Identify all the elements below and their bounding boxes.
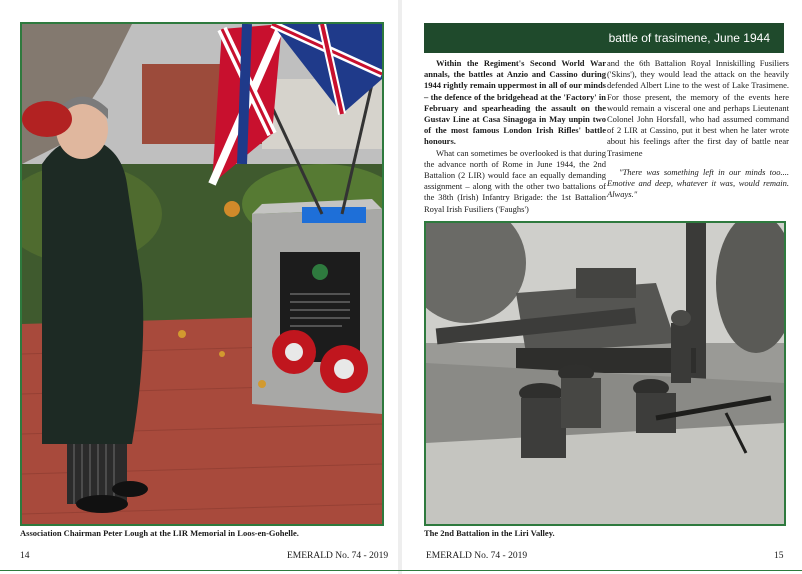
battalion-photo-illustration bbox=[426, 223, 784, 524]
battalion-photo bbox=[424, 221, 786, 526]
page-number: 15 bbox=[774, 551, 784, 561]
photo-caption: The 2nd Battalion in the Liri Valley. bbox=[424, 528, 555, 538]
publication-footer: EMERALD No. 74 - 2019 bbox=[287, 551, 389, 561]
photo-caption: Association Chairman Peter Lough at the LIR Memorial in Loos-en-Gohelle. bbox=[20, 528, 299, 538]
body-paragraph: and the 6th Battalion Royal Inniskilling Fusiliers ('Skins'), they would lead the attack on the heavily defended Albert Line to the west of Lake Trasimene. For those present, the memory of the events here would remain a visceral one and perhaps Lieutenant Colonel John Horsfall, who had assumed command of 2 LIR at Cassino, put it best when he later wrote about his feelings after the first day of battle near Trasimene bbox=[607, 58, 789, 158]
memorial-photo-illustration bbox=[22, 24, 382, 524]
bottom-rule bbox=[0, 570, 802, 571]
pull-quote: "There was something left in our minds too.... Emotive and deep, whatever it was, would remain. Always." bbox=[607, 166, 789, 200]
publication-footer: EMERALD No. 74 - 2019 bbox=[426, 551, 528, 561]
left-page bbox=[0, 0, 398, 574]
page-number: 14 bbox=[20, 551, 30, 561]
lead-paragraph: Within the Regiment's Second World War annals, the battles at Anzio and Cassino during 1944 rightly remain uppermost in all of our minds – the defence of the bridgehead at the 'Factory' in February and spearheading the assault on the Gustav Line at Casa Sinagoga in May unpin two of the most famous London Irish Rifles' battle honours. bbox=[424, 58, 606, 147]
article-column-2 bbox=[607, 58, 789, 200]
body-paragraph: What can sometimes be overlooked is that during the advance north of Rome in June 1944, the 2nd Battalion (2 LIR) would face an equally demanding assignment – along with the other two battalions of the 38th (Irish) Infantry Brigade: the 1st Battalion Royal Irish Fusiliers ('Faughs') bbox=[424, 147, 606, 214]
right-page bbox=[402, 0, 802, 574]
article-column-1 bbox=[424, 58, 606, 215]
section-header: battle of trasimene, June 1944 bbox=[424, 23, 784, 53]
memorial-photo bbox=[20, 22, 384, 526]
